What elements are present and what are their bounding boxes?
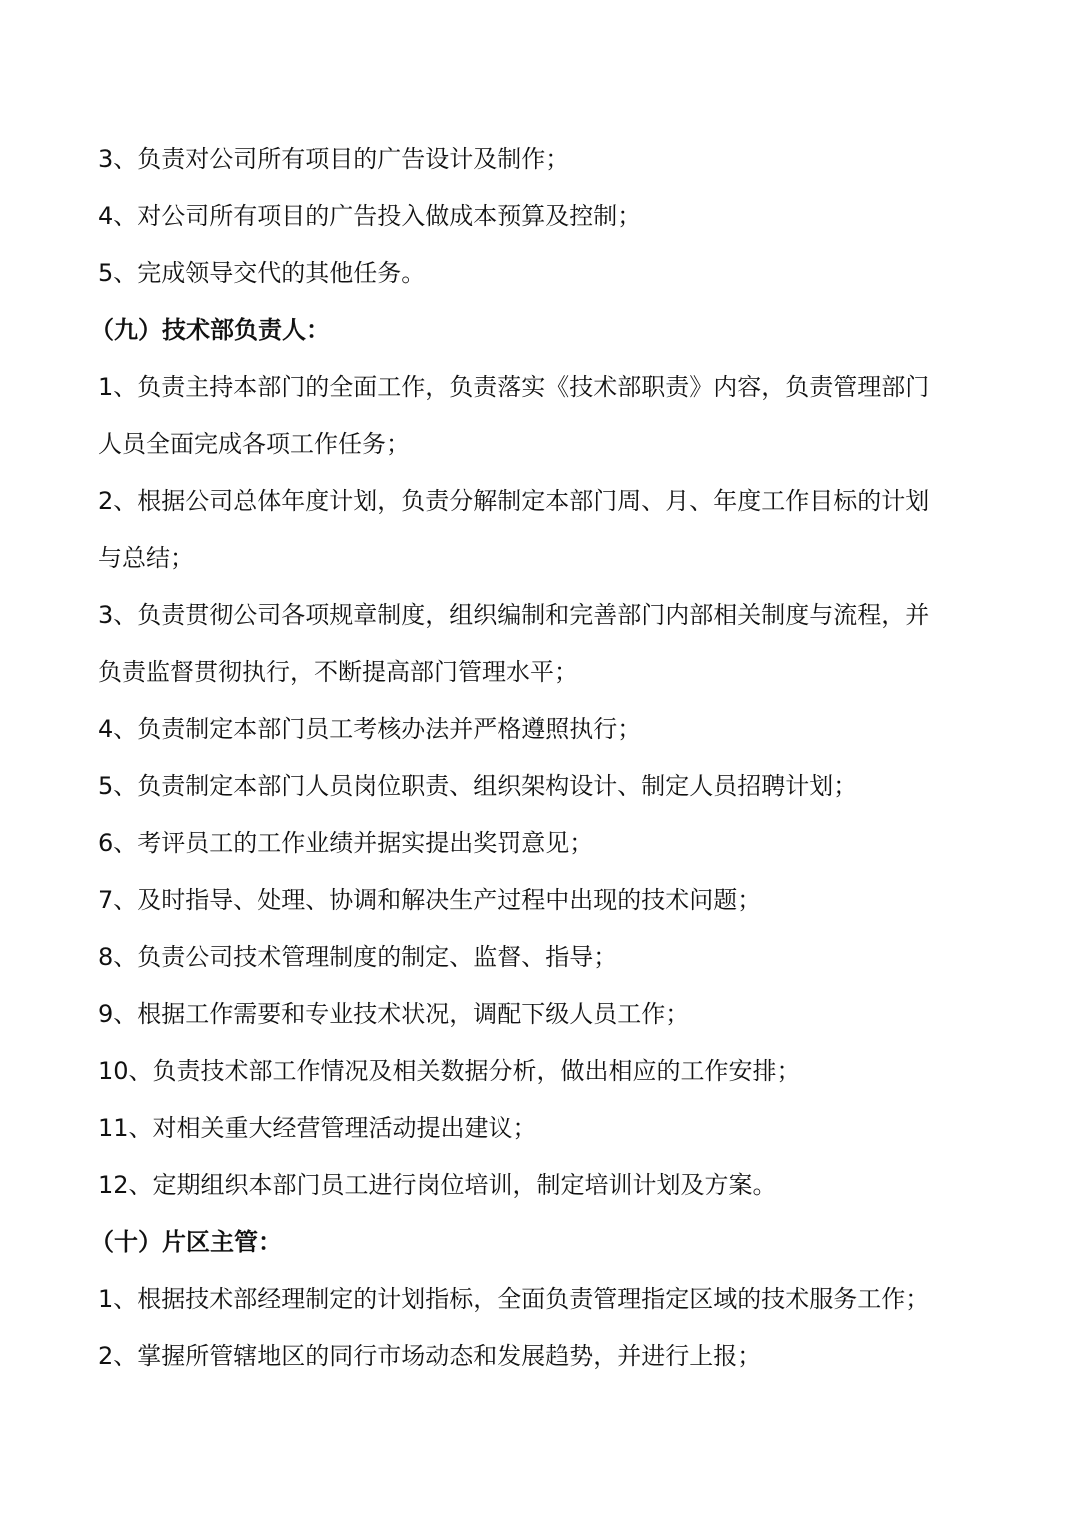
list-item: 1、根据技术部经理制定的计划指标，全面负责管理指定区域的技术服务工作；	[98, 1285, 930, 1313]
list-item: 10、负责技术部工作情况及相关数据分析，做出相应的工作安排；	[98, 1057, 801, 1085]
list-item: 12、定期组织本部门员工进行岗位培训，制定培训计划及方案。	[98, 1171, 777, 1199]
list-item: 4、对公司所有项目的广告投入做成本预算及控制；	[98, 202, 642, 230]
list-item: 1、负责主持本部门的全面工作，负责落实《技术部职责》内容，负责管理部门	[98, 373, 930, 401]
list-item-continuation: 人员全面完成各项工作任务；	[98, 430, 410, 458]
list-item: 5、负责制定本部门人员岗位职责、组织架构设计、制定人员招聘计划；	[98, 772, 858, 800]
list-item: 7、及时指导、处理、协调和解决生产过程中出现的技术问题；	[98, 886, 762, 914]
list-item: 5、完成领导交代的其他任务。	[98, 259, 426, 287]
list-item: 2、根据公司总体年度计划，负责分解制定本部门周、月、年度工作目标的计划	[98, 487, 930, 515]
list-item-continuation: 与总结；	[98, 544, 194, 572]
list-item: 11、对相关重大经营管理活动提出建议；	[98, 1114, 537, 1142]
list-item: 6、考评员工的工作业绩并据实提出奖罚意见；	[98, 829, 594, 857]
list-item: 8、负责公司技术管理制度的制定、监督、指导；	[98, 943, 618, 971]
list-item: 9、根据工作需要和专业技术状况，调配下级人员工作；	[98, 1000, 690, 1028]
list-item: 3、负责对公司所有项目的广告设计及制作；	[98, 145, 570, 173]
list-item: 3、负责贯彻公司各项规章制度，组织编制和完善部门内部相关制度与流程，并	[98, 601, 930, 629]
section-heading-tech-lead: （九）技术部负责人：	[90, 316, 330, 344]
list-item: 4、负责制定本部门员工考核办法并严格遵照执行；	[98, 715, 642, 743]
section-heading-area-supervisor: （十）片区主管：	[90, 1228, 282, 1256]
list-item: 2、掌握所管辖地区的同行市场动态和发展趋势，并进行上报；	[98, 1342, 762, 1370]
list-item-continuation: 负责监督贯彻执行，不断提高部门管理水平；	[98, 658, 578, 686]
document-body	[90, 131, 988, 1385]
